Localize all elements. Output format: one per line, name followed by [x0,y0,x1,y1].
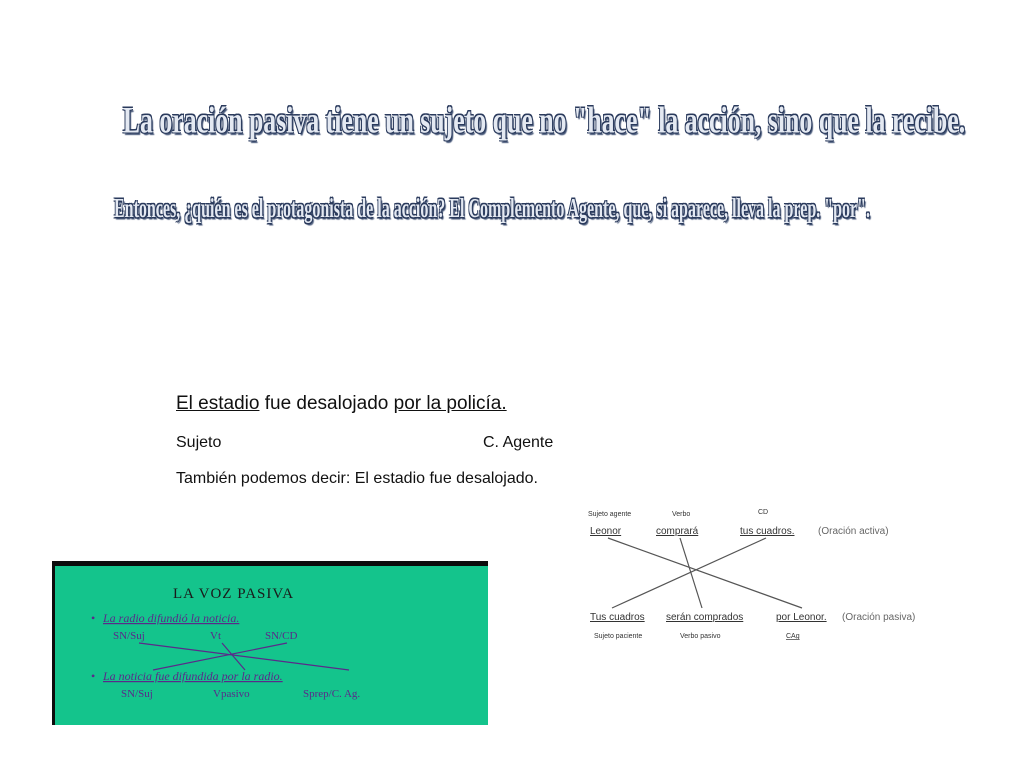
gi-label-1-1: Vt [210,630,221,642]
gi-label-2-2: Sprep/C. Ag. [303,688,361,700]
gi-title: LA VOZ PASIVA [173,586,295,602]
label-agent: C. Agente [483,434,554,451]
dg-bottom-0: Sujeto paciente [594,633,643,640]
dg-active-2: tus cuadros. [740,526,795,537]
gi-bullet-1: • [91,611,96,625]
heading-line-2: Entonces, ¿quién es el protagonista de la acción? El Complemento Agente, que, si aparece, lleva la prep. "por". [113,193,870,224]
leonor-diagram [580,500,940,648]
dg-passive-tag: (Oración pasiva) [842,612,916,623]
dg-bottom-1: Verbo pasivo [680,633,721,640]
leonor-diagram-svg [580,500,940,648]
dg-top-2: CD [758,509,769,516]
gi-sentence-1: La radio difundió la noticia. [103,611,240,625]
voz-pasiva-svg [55,566,488,725]
dg-active-0: Leonor [590,526,622,537]
dg-bottom-2: CAg [786,633,800,640]
gi-label-2-1: Vpasivo [213,688,250,700]
example-subject: El estadio [176,393,260,414]
dg-top-0: Sujeto agente [588,511,632,518]
dg-active-1: comprará [656,526,699,537]
gi-label-1-2: SN/CD [265,630,298,642]
gi-label-1-0: SN/Suj [113,630,145,642]
dg-passive-0: Tus cuadros [590,612,645,623]
gi-bullet-2: • [91,669,96,683]
dg-line-3 [612,538,766,608]
dg-line-2 [680,538,702,608]
gi-label-2-0: SN/Suj [121,688,153,700]
example-verb: fue desalojado [259,393,394,414]
dg-passive-1: serán comprados [666,612,744,623]
example-labels [176,434,554,452]
voz-pasiva-image [52,561,488,725]
dg-top-1: Verbo [672,511,691,518]
label-subject: Sujeto [176,434,222,451]
dg-line-1 [608,538,802,608]
example-sentence [176,393,507,415]
example-note: También podemos decir: El estadio fue desalojado. [176,470,538,487]
dg-active-tag: (Oración activa) [818,526,889,537]
gi-sentence-2: La noticia fue difundida por la radio. [103,669,283,683]
dg-passive-2: por Leonor. [776,612,827,623]
heading-line-1: La oración pasiva tiene un sujeto que no "hace" la acción, sino que la recibe. [122,99,966,141]
example-agent: por la policía. [393,393,507,414]
